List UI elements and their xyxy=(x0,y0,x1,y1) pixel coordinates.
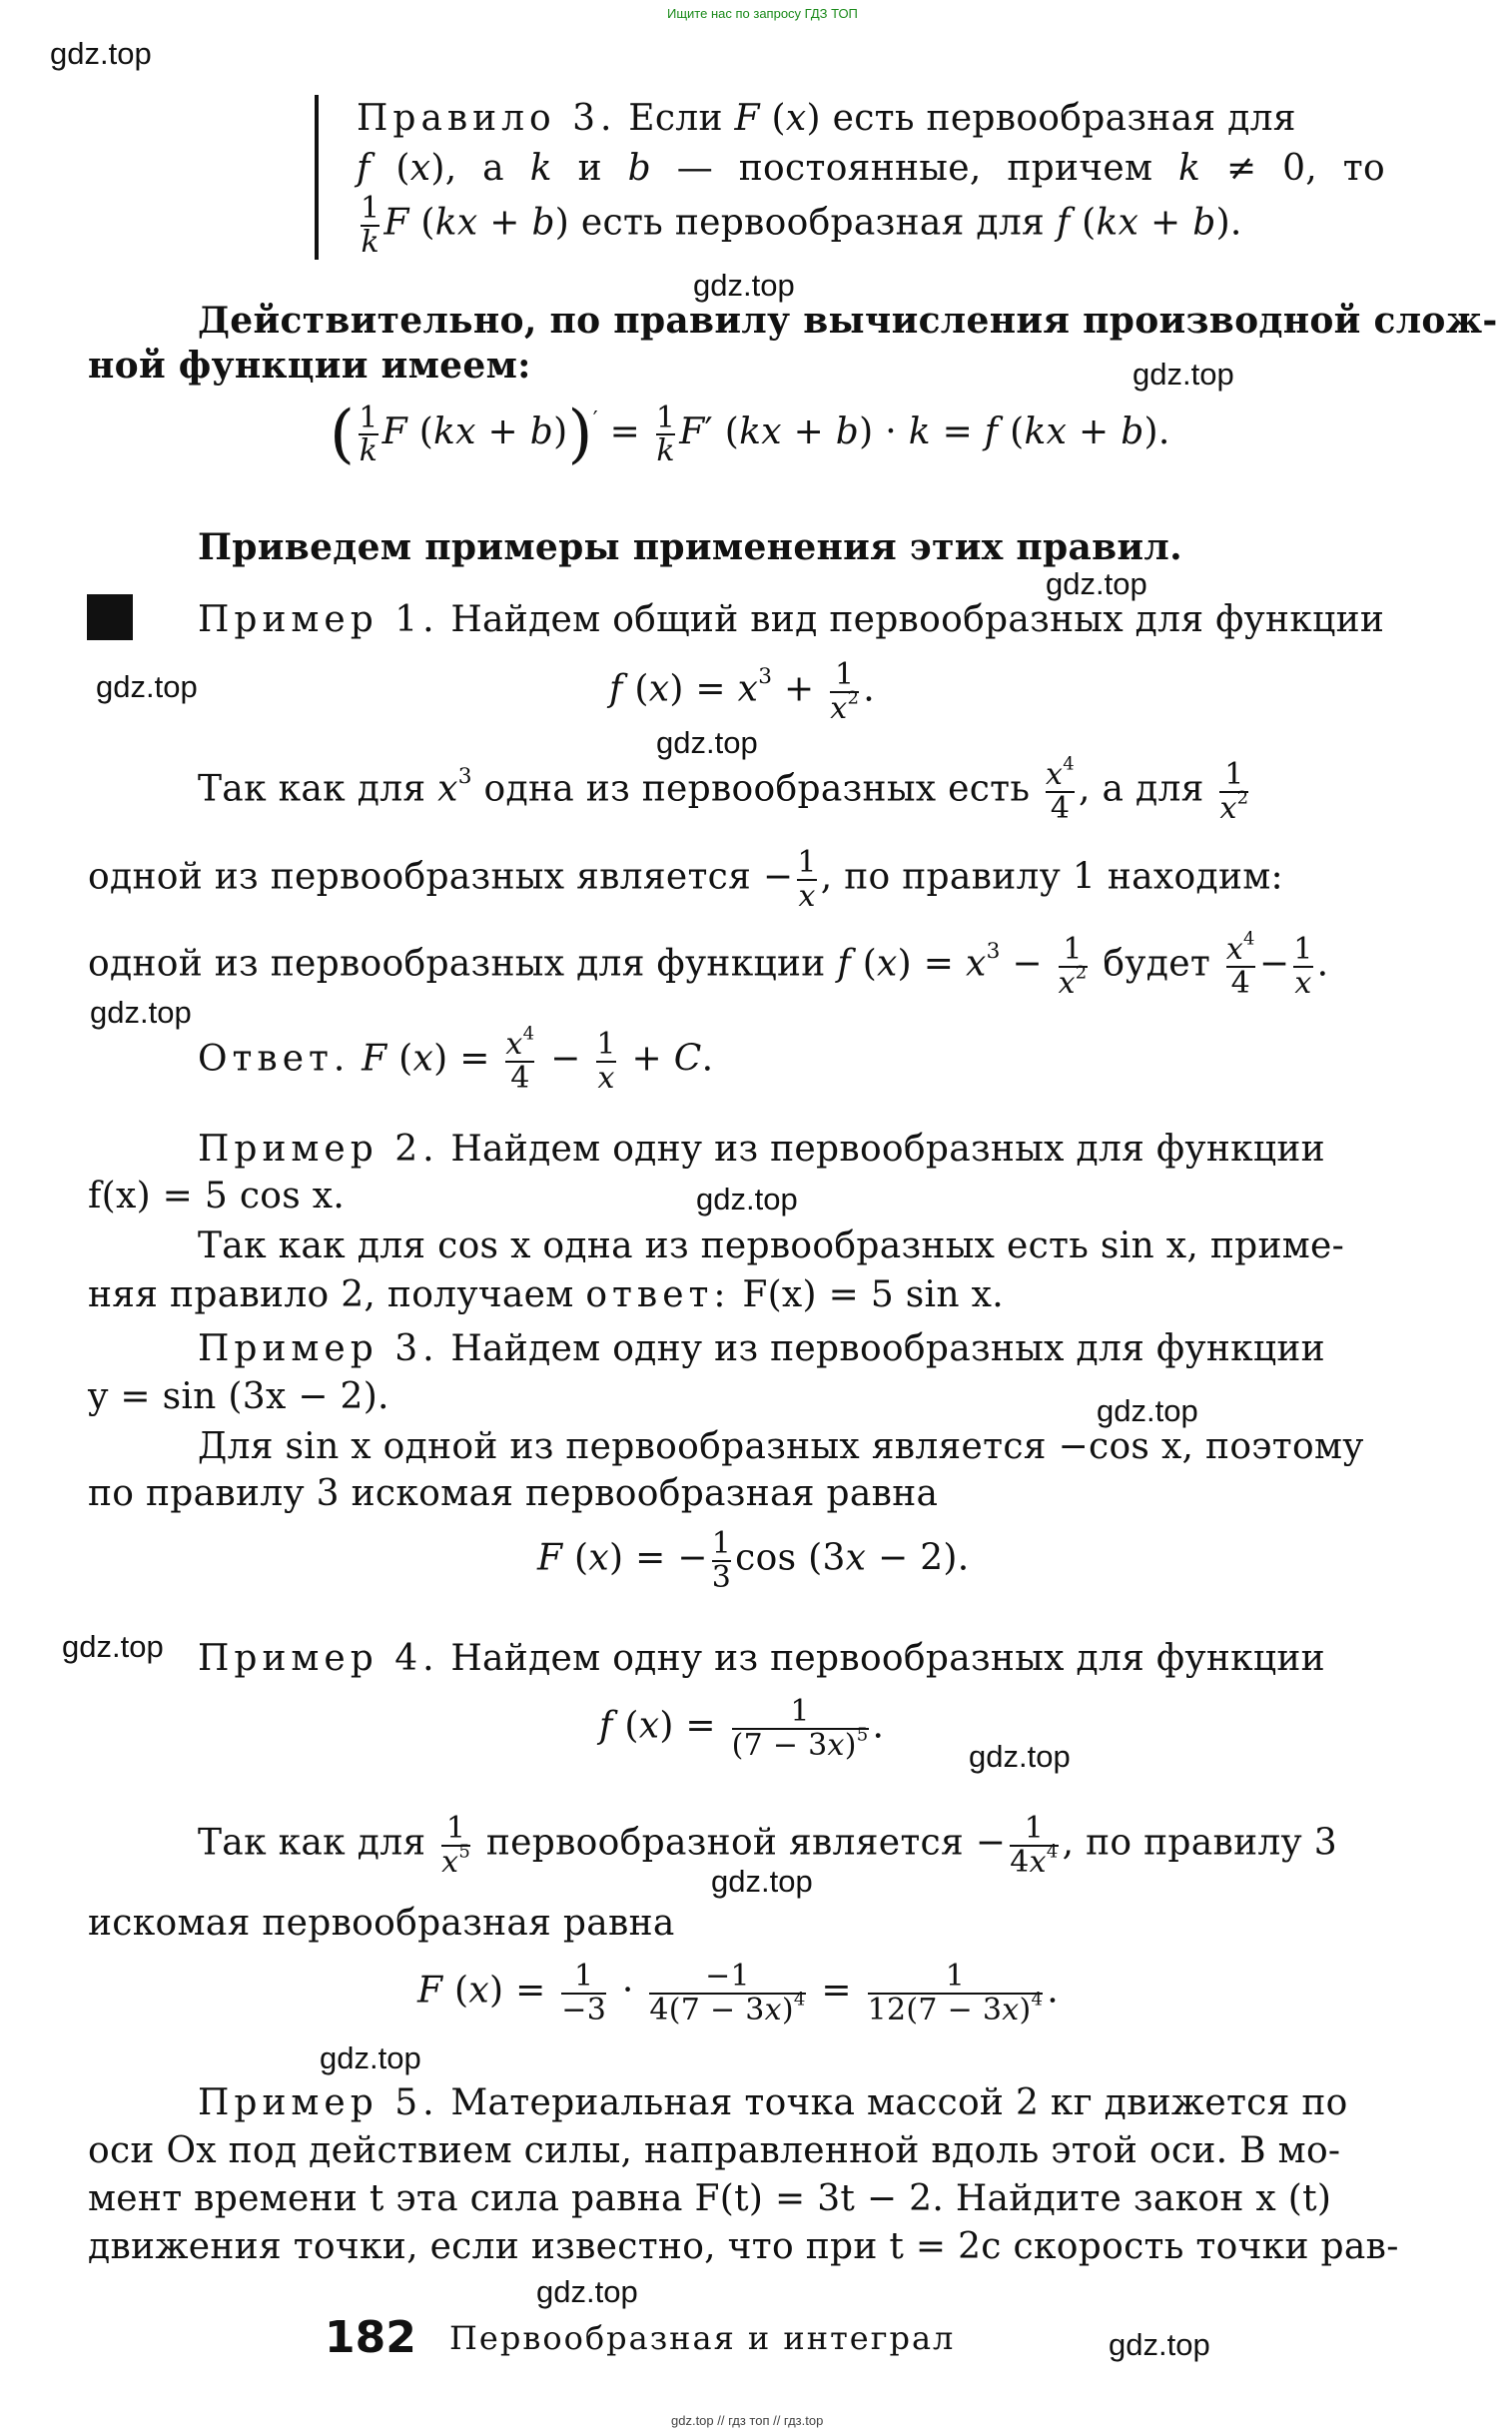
ex1-heading: Пример 1. Найдем общий вид первообразных для функции xyxy=(198,599,1385,640)
ex4-p1: Так как для $\frac{1}{x^5}$ первообразной является − $\frac{1}{4x^4}$ , по правилу 3 xyxy=(198,1811,1337,1880)
ex1-p1: Так как для $x^3$ одна из первообразных есть $\frac{x^4}{4}$ , а для $\frac{1}{x^2}$ xyxy=(198,753,1249,826)
watermark: gdz.top xyxy=(969,1739,1071,1774)
ex4-function: f (x) = $\frac{1}{(7 - 3x)^5}$ . xyxy=(599,1694,885,1763)
ex2-heading: Пример 2. Найдем одну из первообразных для функции xyxy=(198,1129,1325,1170)
watermark: gdz.top xyxy=(1097,1393,1198,1428)
ex5-line2: оси Ox под действием силы, направленной вдоль этой оси. В мо- xyxy=(88,2130,1341,2171)
rule3-line2: f (x), а k и b — постоянные, причем k ≠ 0, то xyxy=(357,148,1385,189)
ex3-heading: Пример 3. Найдем одну из первообразных для функции xyxy=(198,1328,1325,1369)
watermark: gdz.top xyxy=(711,1864,813,1899)
watermark: gdz.top xyxy=(536,2274,638,2309)
formula-derivative: ( $\frac{1}{k}$ F (kx + b))′ = $\frac{1}{k}$ F′ (kx + b) · k = f (kx + b). xyxy=(330,398,1170,471)
ex1-answer: Ответ. F (x) = $\frac{x^4}{4}$ − $\frac{1}{x}$ + C. xyxy=(198,1023,714,1096)
watermark: gdz.top xyxy=(696,1182,798,1217)
bottom-note: gdz.top // гдз топ // гдз.top xyxy=(671,2413,824,2428)
proof-line2: ной функции имеем: xyxy=(88,345,531,387)
watermark: gdz.top xyxy=(50,36,152,71)
watermark: gdz.top xyxy=(1046,566,1147,601)
ex1-function: f $(x) = x^3$ + $\frac{1}{x^2}$ . xyxy=(609,657,875,726)
example-marker-square xyxy=(87,594,133,640)
rule-vertical-bar xyxy=(315,95,319,260)
ex1-p3: одной из первообразных для функции f $(x) = x^3$ − $\frac{1}{x^2}$ будет $\frac{x^4}{4}$ − $\frac{1}{x}$ . xyxy=(88,928,1329,1001)
watermark: gdz.top xyxy=(693,268,795,303)
ex3-function: y = sin (3x − 2). xyxy=(88,1376,389,1417)
proof-line1: Действительно, по правилу вычисления производной слож- xyxy=(198,300,1498,342)
ex5-line3: мент времени t эта сила равна F(t) = 3t − 2. Найдите закон x (t) xyxy=(88,2178,1332,2219)
ex4-result: F (x) = $\frac{1}{-3}$ · $\frac{-1}{4(7 - 3x)^4}$ = $\frac{1}{12(7 - 3x)^4}$ . xyxy=(417,1959,1060,2028)
page-number: 182 xyxy=(325,2312,416,2363)
rule3-label: Правило 3. xyxy=(357,98,617,139)
ex2-p2: няя правило 2, получаем ответ: F(x) = 5 sin x. xyxy=(88,1274,1004,1315)
ex5-line4: движения точки, если известно, что при t = 2c скорость точки рав- xyxy=(88,2226,1399,2267)
ex3-p1: Для sin x одной из первообразных является −cos x, поэтому xyxy=(198,1426,1364,1467)
rule3-line1: Правило 3. Если F (x) есть первообразная для xyxy=(357,98,1296,139)
watermark: gdz.top xyxy=(96,669,198,704)
rule3-line3: $\frac{1}{k}$ F (kx + b) есть первообразная для f (kx + b). xyxy=(361,191,1242,260)
watermark: gdz.top xyxy=(1109,2327,1210,2362)
ex3-p2: по правилу 3 искомая первообразная равна xyxy=(88,1473,939,1514)
ex2-function: f(x) = 5 cos x. xyxy=(88,1176,346,1217)
watermark: gdz.top xyxy=(1133,357,1234,392)
watermark: gdz.top xyxy=(656,725,758,760)
top-search-note: Ищите нас по запросу ГДЗ ТОП xyxy=(667,6,858,21)
watermark: gdz.top xyxy=(320,2040,421,2075)
ex4-heading: Пример 4. Найдем одну из первообразных для функции xyxy=(198,1638,1325,1679)
watermark: gdz.top xyxy=(90,995,192,1030)
ex5-line1: Пример 5. Материальная точка массой 2 кг движется по xyxy=(198,2082,1348,2123)
ex3-result: F (x) = − $\frac{1}{3}$ cos (3x − 2). xyxy=(537,1526,970,1595)
watermark: gdz.top xyxy=(62,1629,164,1664)
running-head: Первообразная и интеграл xyxy=(449,2319,956,2357)
ex2-p1: Так как для cos x одна из первообразных есть sin x, приме- xyxy=(198,1225,1345,1266)
examples-intro: Приведем примеры применения этих правил. xyxy=(198,526,1182,568)
ex1-p2: одной из первообразных является − $\frac{1}{x}$ , по правилу 1 находим: xyxy=(88,845,1283,914)
ex4-p2: искомая первообразная равна xyxy=(88,1903,675,1944)
